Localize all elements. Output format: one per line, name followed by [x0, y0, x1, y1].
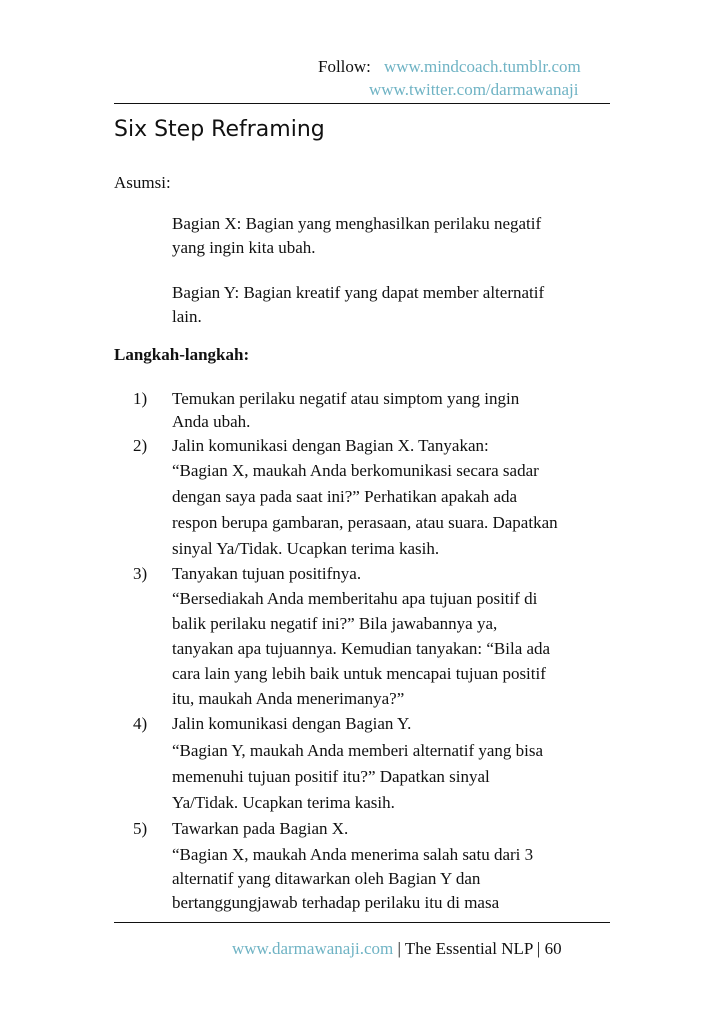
step-line: itu, maukah Anda menerimanya?” — [172, 689, 405, 708]
step-line: Jalin komunikasi dengan Bagian X. Tanyakan: — [172, 436, 489, 455]
footer-website-link[interactable]: www.darmawanaji.com — [232, 939, 394, 958]
step-line: cara lain yang lebih baik untuk mencapai tujuan positif — [172, 664, 546, 683]
step-line: Jalin komunikasi dengan Bagian Y. — [172, 714, 412, 733]
step-line: Ya/Tidak. Ucapkan terima kasih. — [172, 793, 395, 812]
footer — [232, 938, 562, 959]
asumsi-heading: Asumsi: — [114, 173, 171, 192]
step-line: “Bersediakah Anda memberitahu apa tujuan positif di — [172, 589, 538, 608]
step-line: Tanyakan tujuan positifnya. — [172, 564, 362, 583]
step-marker: 5) — [133, 819, 148, 838]
step-line: “Bagian Y, maukah Anda memberi alternatif yang bisa — [172, 741, 544, 760]
step-line: Temukan perilaku negatif atau simptom yang ingin — [172, 389, 520, 408]
step-line: sinyal Ya/Tidak. Ucapkan terima kasih. — [172, 539, 440, 558]
step-line: dengan saya pada saat ini?” Perhatikan apakah ada — [172, 487, 518, 506]
header-divider — [114, 103, 610, 104]
footer-divider — [114, 922, 610, 923]
step-line: Anda ubah. — [172, 412, 251, 431]
step-line: tanyakan apa tujuannya. Kemudian tanyakan: “Bila ada — [172, 639, 551, 658]
step-line: bertanggungjawab terhadap perilaku itu di masa — [172, 893, 500, 912]
step-line: alternatif yang ditawarkan oleh Bagian Y dan — [172, 869, 481, 888]
twitter-link[interactable]: www.twitter.com/darmawanaji — [369, 80, 579, 99]
step-marker: 4) — [133, 714, 148, 733]
asumsi-line: lain. — [172, 307, 202, 326]
step-marker: 3) — [133, 564, 148, 583]
asumsi-line: Bagian Y: Bagian kreatif yang dapat member alternatif — [172, 283, 545, 302]
page-title: Six Step Reframing — [114, 117, 325, 142]
mindcoach-tumblr-link[interactable]: www.mindcoach.tumblr.com — [384, 57, 581, 76]
step-line: “Bagian X, maukah Anda berkomunikasi secara sadar — [172, 461, 539, 480]
step-line: balik perilaku negatif ini?” Bila jawabannya ya, — [172, 614, 498, 633]
step-marker: 2) — [133, 436, 148, 455]
step-line: respon berupa gambaran, perasaan, atau suara. Dapatkan — [172, 513, 558, 532]
asumsi-line: yang ingin kita ubah. — [172, 238, 316, 257]
step-line: Tawarkan pada Bagian X. — [172, 819, 349, 838]
step-line: memenuhi tujuan positif itu?” Dapatkan sinyal — [172, 767, 490, 786]
steps-heading: Langkah-langkah: — [114, 345, 250, 364]
step-marker: 1) — [133, 389, 148, 408]
follow-label: Follow: — [318, 57, 371, 76]
asumsi-line: Bagian X: Bagian yang menghasilkan perilaku negatif — [172, 214, 542, 233]
step-line: “Bagian X, maukah Anda menerima salah satu dari 3 — [172, 845, 534, 864]
footer-book-page: | The Essential NLP | 60 — [393, 939, 562, 958]
